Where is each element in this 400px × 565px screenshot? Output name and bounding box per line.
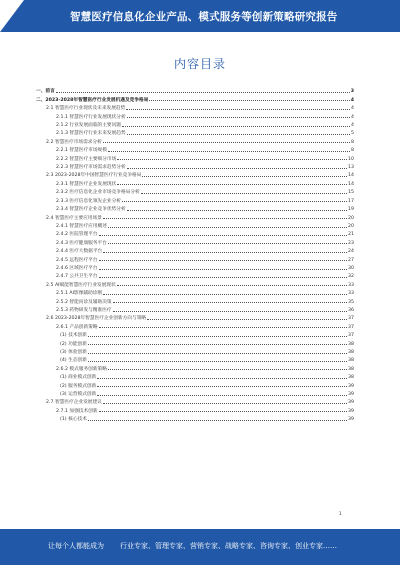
toc-entry-title: 2.3 2023-2028年中国智慧医疗行业竞争格局	[46, 173, 142, 179]
toc-dot-leader	[99, 235, 347, 236]
toc-entry[interactable]	[36, 187, 354, 195]
toc-entry[interactable]	[36, 330, 354, 338]
toc-dot-leader	[141, 193, 347, 194]
toc-entry-page: 15	[348, 190, 354, 196]
toc-entry[interactable]	[36, 347, 354, 355]
toc-entry-title: (2) 服务模式创新	[60, 383, 97, 389]
toc-heading: 内容目录	[173, 57, 226, 71]
toc-dot-leader	[88, 336, 347, 337]
footer-banner	[0, 529, 400, 565]
toc-entry-page: 4	[351, 123, 354, 129]
toc-entry[interactable]	[36, 288, 354, 296]
toc-entry-page: 4	[351, 106, 354, 112]
toc-entry-title: 2.5.3 药物研发与精准医疗	[56, 307, 112, 313]
toc-dot-leader	[117, 184, 347, 185]
toc-entry[interactable]	[36, 296, 354, 304]
toc-dot-leader	[108, 369, 347, 370]
toc-entry-title: 2.6.1 产品创新策略	[56, 324, 98, 330]
toc-entry-title: 2.4.1 智慧医疗应用概述	[56, 223, 107, 229]
toc-entry-title: 2.2.1 智慧医疗市场规模	[56, 148, 107, 154]
report-header-banner	[0, 0, 400, 32]
toc-entry-title: 2.4.3 医疗健康服务平台	[56, 240, 107, 246]
toc-entry[interactable]	[36, 372, 354, 380]
toc-entry-page: 20	[348, 223, 354, 229]
toc-entry-page: 10	[348, 156, 354, 162]
toc-entry[interactable]	[36, 313, 354, 321]
toc-entry[interactable]	[36, 271, 354, 279]
toc-entry-title: 2.4.5 远程医疗平台	[56, 257, 98, 263]
toc-entry-title: 2.3.1 智慧医疗企业发展现状	[56, 181, 117, 187]
toc-entry[interactable]	[36, 263, 354, 271]
toc-dot-leader	[117, 159, 347, 160]
toc-entry-title: 2.3.4 智慧医疗企业竞争优势分析	[56, 207, 126, 213]
toc-entry[interactable]	[36, 380, 354, 388]
footer-slogan: 让每个人都能成为	[48, 542, 104, 550]
toc-dot-leader	[108, 243, 347, 244]
toc-dot-leader	[88, 344, 347, 345]
toc-entry-title: 2.3.3 医疗信息化领先企业分析	[56, 198, 121, 204]
toc-entry-title: 2.4.7 公共卫生平台	[56, 274, 98, 280]
toc-entry[interactable]	[36, 136, 354, 144]
toc-entry-title: 2.2 智慧医疗市场需求分析	[46, 139, 102, 145]
toc-entry[interactable]	[36, 321, 354, 329]
toc-entry-title: (1) 商业模式创新	[60, 375, 97, 381]
toc-entry[interactable]	[36, 237, 354, 245]
toc-entry-page: 14	[348, 173, 354, 179]
toc-entry-page: 27	[348, 257, 354, 263]
toc-entry[interactable]	[36, 338, 354, 346]
toc-entry-page: 3	[350, 89, 354, 95]
toc-entry[interactable]	[36, 246, 354, 254]
toc-entry-page: 37	[348, 333, 354, 339]
toc-entry-page: 30	[348, 265, 354, 271]
toc-dot-leader	[127, 210, 347, 211]
toc-entry-page: 39	[348, 400, 354, 406]
toc-entry-page: 38	[348, 341, 354, 347]
footer-expert-list: 行业专家、管理专家、营销专家、战略专家、咨询专家、创业专家……	[120, 542, 337, 550]
toc-dot-leader	[99, 277, 347, 278]
toc-entry-title: 2.7 智慧医疗企业发展建议	[46, 400, 102, 406]
toc-entry-page: 39	[348, 383, 354, 389]
toc-entry-page: 38	[348, 366, 354, 372]
header-corner-cut	[0, 0, 24, 32]
toc-dot-leader	[127, 117, 350, 118]
toc-entry-page: 23	[348, 240, 354, 246]
toc-entry[interactable]	[36, 405, 354, 413]
toc-entry-page: 39	[348, 392, 354, 398]
toc-entry-page: 36	[348, 307, 354, 313]
toc-entry-title: 一、前言	[36, 89, 55, 95]
toc-entry-page: 38	[348, 375, 354, 381]
toc-entry-page: 32	[348, 274, 354, 280]
toc-entry[interactable]	[36, 145, 354, 153]
toc-entry-page: 14	[348, 181, 354, 187]
toc-dot-leader	[126, 109, 350, 110]
toc-entry[interactable]	[36, 389, 354, 397]
toc-entry-page: 33	[348, 291, 354, 297]
toc-entry-title: 2.4.2 医院管理平台	[56, 232, 98, 238]
toc-entry[interactable]	[36, 279, 354, 287]
toc-entry[interactable]	[36, 229, 354, 237]
toc-dot-leader	[97, 386, 347, 387]
toc-dot-leader	[97, 378, 347, 379]
toc-dot-leader	[122, 201, 347, 202]
toc-dot-leader	[88, 361, 347, 362]
toc-dot-leader	[103, 403, 347, 404]
toc-entry-page: 33	[348, 282, 354, 288]
toc-dot-leader	[103, 218, 347, 219]
toc-entry-title: 2.5.1 AI影像辅助诊断	[56, 291, 103, 297]
toc-dot-leader	[99, 260, 347, 261]
toc-dot-leader	[103, 142, 350, 143]
toc-entry-title: 二、2023-2028年智慧医疗行业发展机遇及竞争格局	[36, 97, 149, 103]
toc-entry-page: 37	[348, 316, 354, 322]
toc-entry[interactable]	[36, 221, 354, 229]
toc-entry[interactable]	[36, 86, 354, 94]
toc-entry[interactable]	[36, 254, 354, 262]
toc-entry[interactable]	[36, 170, 354, 178]
toc-entry[interactable]	[36, 414, 354, 422]
toc-entry-title: (2) 功能创新	[60, 341, 87, 347]
toc-dot-leader	[56, 92, 350, 93]
toc-entry-page: 38	[348, 350, 354, 355]
toc-entry-page: 39	[348, 417, 354, 423]
toc-entry[interactable]	[36, 195, 354, 203]
toc-entry[interactable]	[36, 128, 354, 136]
toc-dot-leader	[99, 411, 347, 412]
toc-entry-page: 24	[348, 249, 354, 255]
toc-dot-leader	[142, 176, 347, 177]
toc-entry-title: 2.4.6 区域医疗平台	[56, 265, 98, 271]
toc-entry-page: 38	[348, 358, 354, 364]
toc-entry-title: 2.6 2023-2028年智慧医疗企业创新方向与策略	[46, 316, 147, 322]
toc-entry-title: 2.1.1 智慧医疗行业发展现状分析	[56, 114, 126, 120]
toc-dot-leader	[113, 311, 347, 312]
toc-dot-leader	[88, 420, 347, 421]
toc-entry[interactable]	[36, 94, 354, 102]
toc-entry-title: (1) 核心技术	[60, 417, 87, 423]
toc-entry-page: 4	[351, 114, 354, 120]
toc-dot-leader	[122, 126, 350, 127]
toc-dot-leader	[117, 285, 347, 286]
toc-entry[interactable]	[36, 103, 354, 111]
toc-entry-title: (3) 体验创新	[60, 350, 87, 355]
toc-entry-page: 21	[348, 232, 354, 238]
toc-entry[interactable]	[36, 178, 354, 186]
toc-dot-leader	[149, 100, 349, 101]
toc-entry-page: 39	[348, 408, 354, 414]
toc-dot-leader	[108, 151, 350, 152]
toc-dot-leader	[97, 395, 347, 396]
toc-entry[interactable]	[36, 397, 354, 405]
toc-entry-title: 2.7.1 加强技术创新	[56, 408, 98, 414]
toc-entry-page: 8	[351, 139, 354, 145]
toc-entry[interactable]	[36, 162, 354, 170]
toc-entry-title: (1) 技术创新	[60, 333, 87, 339]
report-title: 智慧医疗信息化企业产品、模式服务等创新策略研究报告	[70, 11, 338, 23]
toc-entry[interactable]	[36, 120, 354, 128]
toc-entry-page: 5	[351, 131, 354, 137]
toc-entry[interactable]	[36, 204, 354, 212]
toc-dot-leader	[99, 327, 347, 328]
toc-entry-title: 2.4.4 医疗大数据平台	[56, 249, 103, 255]
toc-dot-leader	[113, 302, 347, 303]
toc-entry[interactable]	[36, 111, 354, 119]
toc-dot-leader	[127, 134, 350, 135]
toc-entry[interactable]	[36, 355, 354, 363]
toc-entry-title: 2.3.2 医疗信息化企业市场竞争格局分析	[56, 190, 140, 196]
toc-entry-page: 37	[348, 324, 354, 330]
toc-entry-title: (3) 运营模式创新	[60, 392, 97, 398]
toc-dot-leader	[99, 269, 347, 270]
toc-dot-leader	[108, 227, 347, 228]
toc-entry-title: 2.1 智慧医疗行业现状及未来发展趋势	[46, 106, 126, 112]
toc-entry-title: 2.5.2 智能问诊及辅助决策	[56, 299, 112, 305]
toc-entry-page: 35	[348, 299, 354, 305]
toc-entry[interactable]	[36, 153, 354, 161]
toc-entry-title: 2.5 AI赋能智慧医疗行业发展现状	[46, 282, 116, 288]
toc-dot-leader	[147, 319, 347, 320]
toc-entry-title: 2.2.3 智慧医疗市场需求趋势分析	[56, 165, 126, 171]
toc-entry-title: 2.1.3 智慧医疗行业未来发展趋势	[56, 131, 126, 137]
toc-entry-title: 2.6.2 模式服务创新策略	[56, 366, 107, 372]
table-of-contents	[36, 86, 354, 422]
toc-entry-title: (4) 生态创新	[60, 358, 87, 364]
toc-entry-page: 20	[348, 215, 354, 221]
toc-dot-leader	[88, 353, 347, 354]
toc-entry[interactable]	[36, 305, 354, 313]
toc-dot-leader	[103, 294, 347, 295]
toc-entry-page: 19	[348, 207, 354, 213]
toc-entry-page: 4	[350, 97, 354, 103]
toc-entry-title: 2.4 智慧医疗主要应用场景	[46, 215, 102, 221]
toc-dot-leader	[127, 168, 347, 169]
page-number: 1	[339, 512, 342, 517]
toc-entry-title: 2.1.2 行业发展面临的主要问题	[56, 123, 121, 129]
toc-dot-leader	[103, 252, 347, 253]
toc-entry-page: 17	[348, 198, 354, 204]
toc-entry[interactable]	[36, 212, 354, 220]
toc-entry-page: 13	[348, 165, 354, 171]
toc-entry-page: 8	[351, 148, 354, 154]
toc-entry[interactable]	[36, 363, 354, 371]
toc-entry-title: 2.2.2 智慧医疗主要细分市场	[56, 156, 117, 162]
